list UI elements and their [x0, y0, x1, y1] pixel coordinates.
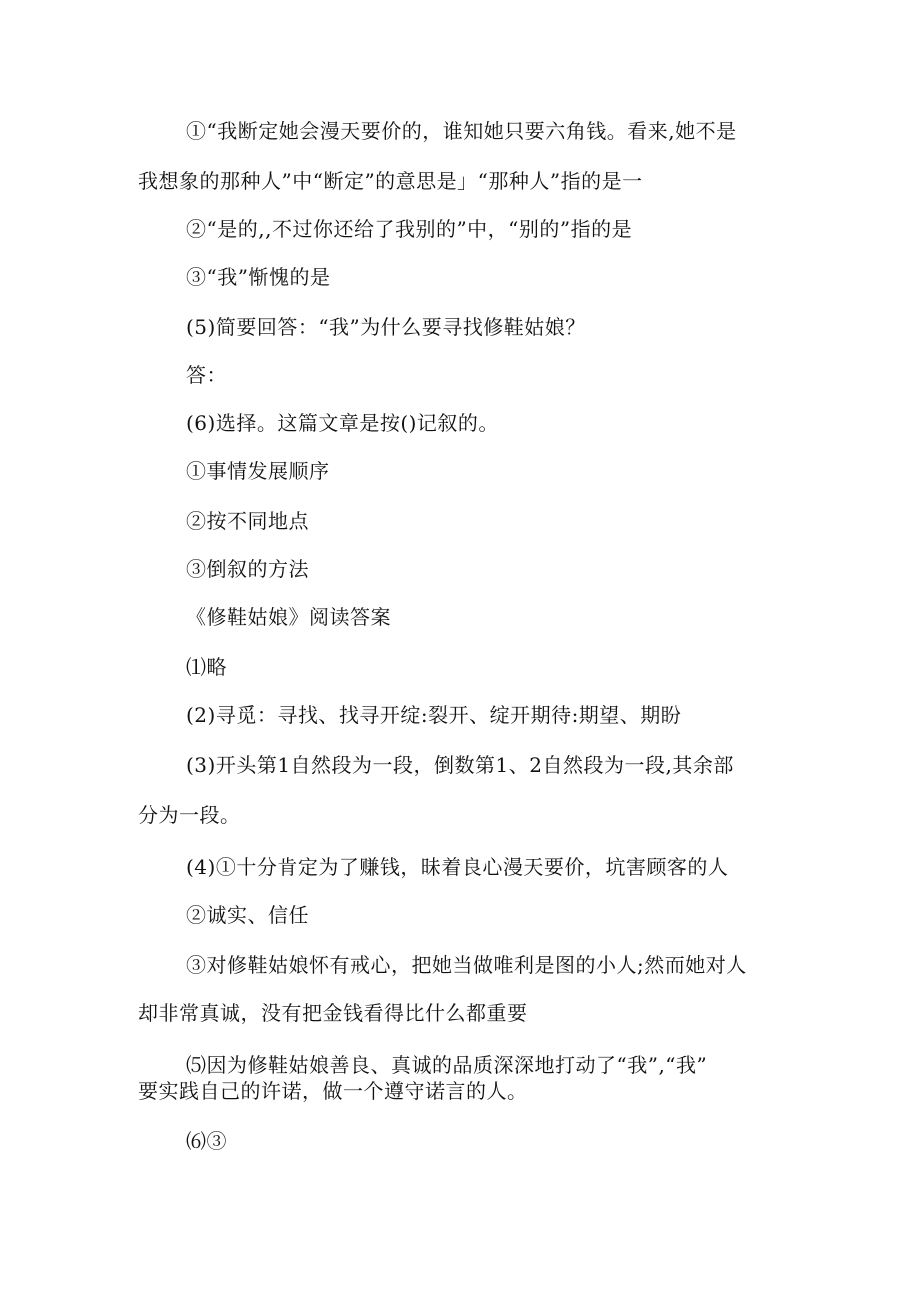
question-5: (5)简要回答：“我”为什么要寻找修鞋姑娘？	[186, 315, 586, 339]
answer-6: ⑹③	[186, 1129, 227, 1153]
answer-3-line-1: (3)开头第1自然段为一段，倒数第1、2自然段为一段,其余部	[186, 753, 734, 777]
answer-4-3-line-2: 却非常真诚，没有把金钱看得比什么都重要	[138, 1001, 528, 1025]
answer-3-line-2: 分为一段。	[138, 803, 241, 827]
answer-4-2: ②诚实、信任	[186, 903, 309, 927]
question-4-3: ③“我”惭愧的是	[186, 265, 331, 289]
question-4-1-line-1: ①“我断定她会漫天要价的，谁知她只要六角钱。看来,她不是	[186, 119, 737, 143]
answer-2: (2)寻觅：寻找、找寻开绽:裂开、绽开期待:期望、期盼	[186, 703, 682, 727]
answer-4-1: (4)①十分肯定为了赚钱，昧着良心漫天要价，坑害顾客的人	[186, 855, 729, 879]
answer-1: ⑴略	[186, 655, 227, 679]
option-2: ②按不同地点	[186, 509, 309, 533]
option-3: ③倒叙的方法	[186, 557, 309, 581]
question-6: (6)选择。这篇文章是按()记叙的。	[186, 411, 499, 435]
option-1: ①事情发展顺序	[186, 459, 330, 483]
answers-heading: 《修鞋姑娘》阅读答案	[186, 605, 391, 629]
answer-5-line-1: ⑸因为修鞋姑娘善良、真诚的品质深深地打动了“我”,“我”	[186, 1053, 708, 1077]
answer-5-line-2: 要实践自己的许诺，做一个遵守诺言的人。	[138, 1079, 528, 1103]
answer-prompt: 答：	[186, 363, 227, 387]
question-4-2: ②“是的,,不过你还给了我别的”中，“别的”指的是	[186, 217, 633, 241]
question-4-1-line-2: 我想象的那种人”中“断定”的意思是」“那种人”指的是一	[138, 169, 643, 193]
answer-4-3-line-1: ③对修鞋姑娘怀有戒心，把她当做唯利是图的小人;然而她对人	[186, 953, 747, 977]
